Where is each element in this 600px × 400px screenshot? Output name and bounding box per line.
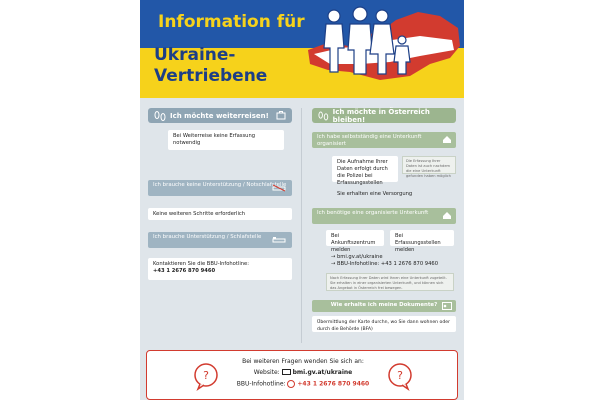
no-steps-text: Keine weiteren Schritte erforderlich — [153, 211, 246, 217]
family-icon — [316, 4, 416, 78]
no-steps-box — [148, 208, 292, 220]
footprints-icon — [154, 111, 166, 121]
no-support-label: Ich brauche keine Unterstützung / Notschlafstelle — [153, 182, 287, 188]
website-link[interactable]: → bmi.gv.at/ukraine — [331, 254, 383, 260]
footprints-icon — [318, 111, 329, 121]
organized-accommodation-option — [312, 208, 456, 224]
travel-on-column — [148, 108, 292, 343]
care-provided-box — [332, 188, 456, 200]
phone-icon — [287, 380, 295, 388]
computer-icon — [282, 369, 291, 376]
documents-header — [312, 300, 456, 312]
title-line-3: Vertriebene — [154, 66, 268, 86]
allocation-note — [326, 273, 454, 291]
registration-later-text: Die Erfassung Ihrer Daten ist auch nachdem die eine Unterkunft gefunden haben möglich — [406, 159, 451, 178]
title-line-1: Information für — [158, 12, 305, 32]
svg-text:?: ? — [397, 369, 403, 382]
infographic-poster — [140, 0, 464, 400]
footer-hotline-row — [147, 380, 459, 388]
suitcase-icon — [276, 111, 286, 120]
registration-points-text: Bei Erfassungsstellen melden — [395, 233, 441, 253]
travel-on-title: Ich möchte weiterreisen! — [170, 111, 269, 120]
registration-points-box — [390, 230, 454, 253]
no-registration-text: Bei Weiterreise keine Erfassung notwendig — [173, 133, 256, 146]
bed-icon — [272, 236, 286, 244]
hotline-label: BBU-Infohotline: — [236, 380, 286, 388]
website-label: Website: — [253, 369, 280, 376]
title-line-2: Ukraine- — [154, 45, 236, 65]
stay-header — [312, 108, 456, 123]
need-support-option — [148, 232, 292, 248]
footer-website-row — [147, 369, 459, 376]
footer-intro: Bei weiteren Fragen wenden Sie sich an: — [242, 358, 364, 365]
own-accommodation-label: Ich habe selbstständig eine Unterkunft organisiert — [317, 134, 422, 147]
no-support-option — [148, 180, 292, 196]
website-value[interactable]: bmi.gv.at/ukraine — [292, 369, 353, 376]
house-icon — [442, 135, 452, 144]
documents-title: Wie erhalte ich meine Dokumente? — [330, 302, 438, 308]
travel-on-header — [148, 108, 292, 123]
house-icon — [442, 211, 452, 220]
arrival-center-text: Bei Ankunftszentrum melden — [331, 233, 376, 253]
hotline-contact-label: Kontaktieren Sie die BBU-Infohotline: — [153, 261, 249, 267]
police-registration-box — [332, 156, 398, 186]
no-registration-box — [168, 130, 284, 150]
hotline-contact-number[interactable]: +43 1 2676 870 9460 — [153, 268, 216, 274]
stay-column — [312, 108, 456, 343]
documents-text: Übermittlung der Karte durchn, wo Sie dann wohnen oder durch die Behörde (BFA) — [317, 320, 450, 332]
column-divider — [301, 108, 302, 343]
hotline-contact-box — [148, 258, 292, 280]
bed-crossed-icon — [272, 184, 286, 192]
footer-contact-box — [146, 350, 458, 400]
registration-later-note — [402, 156, 456, 178]
organized-accommodation-label: Ich benötige eine organisierte Unterkunft — [317, 210, 429, 216]
arrival-center-box — [326, 230, 384, 253]
hotline-link[interactable]: → BBU-Infohotline: +43 1 2676 870 9460 — [331, 261, 439, 267]
care-provided-text: Sie erhalten eine Versorgung — [337, 191, 413, 197]
allocation-note-text: Nach Erfassung Ihrer Daten wird Ihnen eine Unterkunft zugeteilt. Sie erhalten in einer organisierten Unterkunft, und können sich das Angebot in Österreich frei bewegen. — [330, 276, 447, 290]
hotline-value[interactable]: +43 1 2676 870 9460 — [297, 380, 370, 388]
documents-text-box — [312, 316, 456, 332]
links-box — [326, 251, 454, 269]
svg-text:?: ? — [203, 369, 209, 382]
stay-title: Ich möchte in Österreich bleiben! — [332, 107, 430, 124]
police-registration-text: Die Aufnahme Ihrer Daten erfolgt durch die Polizei bei Erfassungsstellen — [337, 159, 388, 186]
id-card-icon — [442, 302, 452, 310]
need-support-label: Ich brauche Unterstützung / Schlafstelle — [153, 234, 262, 240]
own-accommodation-option — [312, 132, 456, 148]
